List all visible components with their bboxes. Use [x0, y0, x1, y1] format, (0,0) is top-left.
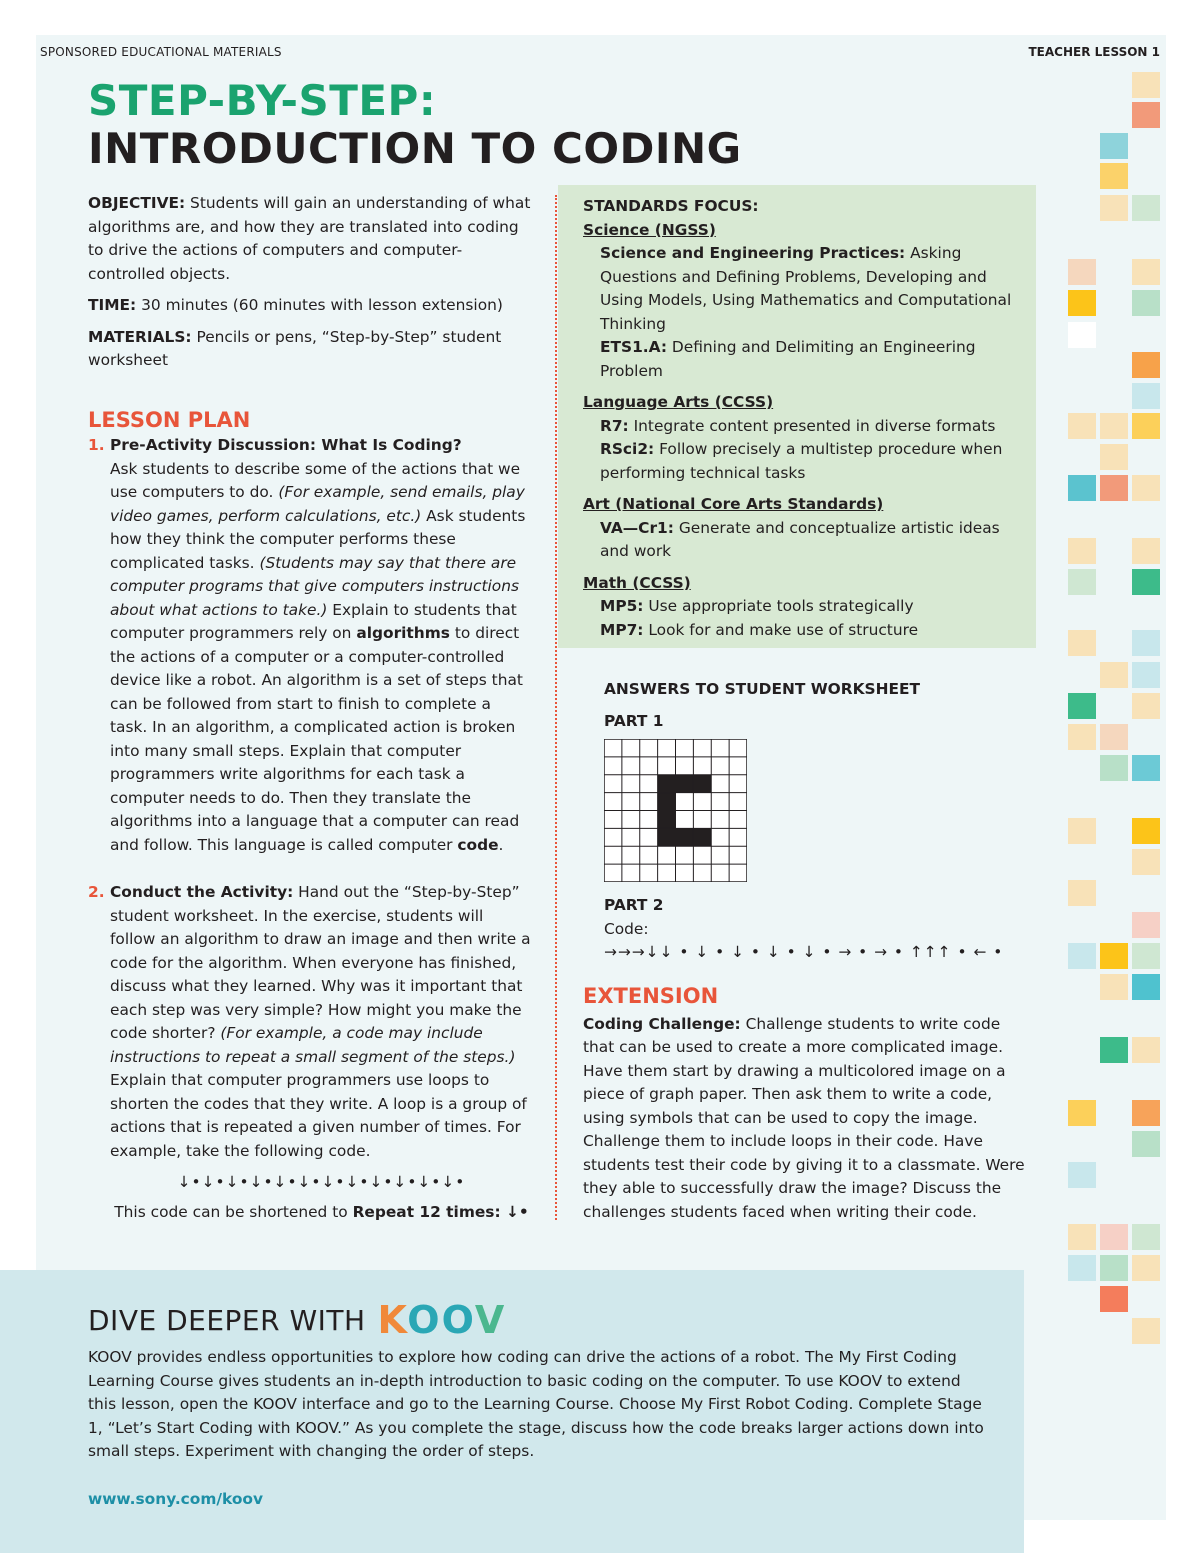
- deco-square: [1068, 943, 1096, 969]
- answers-heading: ANSWERS TO STUDENT WORKSHEET: [604, 680, 921, 698]
- deco-square: [1068, 880, 1096, 906]
- keyword-algorithms: algorithms: [356, 624, 450, 642]
- step-number: 2.: [88, 883, 105, 901]
- deco-square: [1068, 259, 1096, 285]
- koov-logo: [378, 1298, 507, 1342]
- example-code-arrows: ↓•↓•↓•↓•↓•↓•↓•↓•↓•↓•↓•↓•: [177, 1173, 466, 1191]
- text-run: Hand out the “Step-by-Step” student worksheet. In the exercise, students will follow an algorithm to draw an image and then write a code for the algorithm. When everyone has finished, discuss what they learned. Why was it important that each step was very simple? How might you make the code shorter?: [110, 883, 531, 1042]
- logo-letter: V: [474, 1298, 507, 1342]
- deco-square: [1132, 72, 1160, 98]
- deco-square: [1100, 724, 1128, 750]
- deco-square: [1068, 538, 1096, 564]
- sponsor-label: SPONSORED EDUCATIONAL MATERIALS: [40, 45, 282, 59]
- math-label: Math (CCSS): [583, 573, 691, 592]
- deco-square: [1132, 475, 1160, 501]
- lesson-step-1: [88, 434, 533, 857]
- step-number: 1.: [88, 436, 105, 454]
- answer-code: →→→↓↓ • ↓ • ↓ • ↓ • ↓ • → • → • ↑↑↑ • ← •: [604, 943, 1004, 961]
- text-run: This code can be shortened to: [114, 1202, 353, 1221]
- step-title: Conduct the Activity:: [110, 883, 294, 901]
- deco-square: [1100, 163, 1128, 189]
- practice-label: Science and Engineering Practices:: [600, 244, 906, 262]
- deco-square: [1132, 352, 1160, 378]
- title-line-1: STEP-BY-STEP:: [88, 76, 437, 125]
- deco-square: [1132, 1255, 1160, 1281]
- deco-square: [1100, 1224, 1128, 1250]
- rsci2-text: Follow precisely a multistep procedure when performing technical tasks: [600, 440, 1003, 482]
- deco-square: [1068, 630, 1096, 656]
- deco-square: [1132, 974, 1160, 1000]
- objective-text: Students will gain an understanding of what algorithms are, and how they are translated into coding to drive the actions of computers and computer-controlled objects.: [88, 194, 531, 283]
- ets-text: Defining and Delimiting an Engineering Problem: [600, 338, 976, 380]
- mp7-text: Look for and make use of structure: [643, 620, 919, 639]
- title-line-2: INTRODUCTION TO CODING: [88, 124, 742, 173]
- coding-challenge-text: Challenge students to write code that can be used to create a more complicated image. Have them start by drawing a multicolored image on a piece of graph paper. Then ask them to write a code, using symbols that can be used to copy the image. Challenge them to include loops in their code. Have students test their code by giving it to a classmate. Were they able to successfully draw the image? Discuss the challenges students faced when writing their code.: [583, 1014, 1025, 1221]
- objective-label: OBJECTIVE:: [88, 194, 186, 212]
- deco-square: [1132, 1318, 1160, 1344]
- answers-section: [604, 678, 1034, 965]
- text-run: Ask students to describe some of the actions that we use computers to do.: [110, 459, 521, 501]
- va-standard: [600, 517, 1028, 564]
- deco-square: [1068, 693, 1096, 719]
- deco-square: [1068, 724, 1096, 750]
- step-body: [110, 881, 533, 1163]
- step-body: [110, 434, 533, 857]
- deco-square: [1132, 195, 1160, 221]
- deco-square: [1132, 943, 1160, 969]
- va-label: VA—Cr1:: [600, 518, 674, 537]
- deco-square: [1132, 662, 1160, 688]
- deco-square: [1100, 133, 1128, 159]
- keyword-code: code: [457, 835, 499, 854]
- rsci2-standard: [600, 438, 1028, 485]
- text-run: Explain that computer programmers use loops to shorten the codes that they write. A loop is a group of actions that is repeated a given number of times. For example, take the following code.: [110, 1071, 527, 1160]
- deco-square: [1068, 290, 1096, 316]
- science-label: Science (NGSS): [583, 220, 716, 239]
- text-run: Ask students how they think the computer performs these complicated tasks.: [110, 506, 526, 572]
- deco-square: [1132, 912, 1160, 938]
- deco-square: [1132, 259, 1160, 285]
- deco-square: [1132, 569, 1160, 595]
- lesson-step-2: [88, 881, 533, 1163]
- deco-square: [1132, 1224, 1160, 1250]
- deco-square: [1100, 195, 1128, 221]
- text-run-italic: (Students may say that there are computer programs that give computers instructions about what actions to take.): [110, 553, 519, 619]
- deco-square: [1100, 1037, 1128, 1063]
- mp7-label: MP7:: [600, 620, 644, 639]
- mp5-label: MP5:: [600, 597, 644, 615]
- deco-square: [1132, 413, 1160, 439]
- koov-link[interactable]: www.sony.com/koov: [88, 1490, 264, 1508]
- deco-square: [1068, 413, 1096, 439]
- part-2-label: PART 2: [604, 896, 664, 914]
- extension-section: [583, 985, 1028, 1224]
- logo-letter: K: [377, 1298, 408, 1342]
- extension-text: [583, 1013, 1028, 1225]
- deco-square: [1132, 630, 1160, 656]
- deco-square: [1132, 1100, 1160, 1126]
- text-run-italic: (For example, a code may include instructions to repeat a small segment of the steps.): [110, 1024, 516, 1066]
- deco-square: [1068, 475, 1096, 501]
- mp7-standard: [600, 619, 1028, 643]
- practice-text: Asking Questions and Defining Problems, Developing and Using Models, Using Mathematics and Computational Thinking: [600, 244, 1012, 333]
- r7-text: Integrate content presented in diverse formats: [628, 416, 996, 435]
- deco-square: [1068, 569, 1096, 595]
- repeat-instruction: Repeat 12 times: ↓•: [352, 1202, 529, 1221]
- deco-square: [1068, 322, 1096, 348]
- koov-heading-text: DIVE DEEPER WITH: [88, 1303, 366, 1337]
- deco-square: [1068, 818, 1096, 844]
- materials: [88, 326, 533, 373]
- answer-grid: [604, 739, 747, 882]
- deco-square: [1132, 1037, 1160, 1063]
- art-label: Art (National Core Arts Standards): [583, 495, 884, 513]
- koov-section: [0, 1270, 1024, 1553]
- shortened-code: [110, 1201, 533, 1225]
- column-divider: [555, 195, 557, 1220]
- deco-square: [1068, 1100, 1096, 1126]
- time-label: TIME:: [88, 296, 137, 314]
- materials-text: Pencils or pens, “Step-by-Step” student worksheet: [88, 327, 502, 369]
- standards-heading: STANDARDS FOCUS:: [583, 197, 759, 215]
- deco-square: [1100, 413, 1128, 439]
- standards-content: [583, 195, 1028, 642]
- deco-square: [1132, 383, 1160, 409]
- deco-square: [1132, 818, 1160, 844]
- part-1-label: PART 1: [604, 711, 664, 730]
- deco-square: [1068, 1162, 1096, 1188]
- deco-square: [1100, 1286, 1128, 1312]
- deco-square: [1068, 1255, 1096, 1281]
- time: [88, 294, 533, 318]
- lesson-plan-heading: LESSON PLAN: [88, 407, 251, 432]
- deco-square: [1132, 538, 1160, 564]
- science-practices: [600, 242, 1028, 336]
- materials-label: MATERIALS:: [88, 327, 192, 346]
- koov-heading: [88, 1298, 506, 1342]
- text-run: .: [498, 835, 504, 854]
- r7-standard: [600, 415, 1028, 439]
- text-run: to direct the actions of a computer or a computer-controlled device like a robot. An algorithm is a set of steps that can be followed from start to finish to complete a task. In an algorithm, a complicated action is broken into many small steps. Explain that computer programmers write algorithms for each task a computer needs to do. Then they translate the algorithms into a language that a computer can read and follow. This language is called computer: [110, 624, 523, 854]
- text-run-italic: (For example, send emails, play video games, perform calculations, etc.): [110, 483, 525, 525]
- va-text: Generate and conceptualize artistic ideas and work: [600, 518, 1000, 560]
- ets-label: ETS1.A:: [600, 338, 668, 356]
- step-text: [110, 458, 533, 858]
- objective: [88, 192, 533, 286]
- code-label: Code:: [604, 919, 649, 938]
- logo-letter: OO: [407, 1298, 475, 1342]
- rsci2-label: RSci2:: [600, 440, 655, 458]
- r7-label: R7:: [600, 416, 629, 435]
- step-title: Pre-Activity Discussion: What Is Coding?: [110, 436, 462, 454]
- mp5-standard: [600, 595, 1028, 619]
- left-column: [88, 192, 533, 1224]
- time-text: 30 minutes (60 minutes with lesson extension): [136, 296, 503, 314]
- deco-square: [1132, 1131, 1160, 1157]
- deco-square: [1068, 1224, 1096, 1250]
- deco-square: [1132, 693, 1160, 719]
- deco-square: [1132, 849, 1160, 875]
- deco-square: [1100, 662, 1128, 688]
- standards-box: [558, 185, 1036, 648]
- deco-square: [1100, 974, 1128, 1000]
- language-label: Language Arts (CCSS): [583, 393, 774, 411]
- koov-description: KOOV provides endless opportunities to explore how coding can drive the actions of a robot. The My First Coding Learning Course gives students an in-depth introduction to basic coding on the computer. To use KOOV to extend this lesson, open the KOOV interface and go to the Learning Course. Choose My First Robot Coding. Complete Stage 1, “Let’s Start Coding with KOOV.” As you complete the stage, discuss how the code breaks larger actions down into small steps. Experiment with changing the order of steps.: [88, 1348, 984, 1460]
- lesson-label: TEACHER LESSON 1: [1028, 45, 1160, 59]
- coding-challenge-label: Coding Challenge:: [583, 1014, 741, 1033]
- deco-square: [1100, 943, 1128, 969]
- deco-square: [1100, 1255, 1128, 1281]
- deco-square: [1100, 444, 1128, 470]
- deco-square: [1100, 755, 1128, 781]
- extension-heading: EXTENSION: [583, 984, 719, 1008]
- deco-square: [1132, 755, 1160, 781]
- deco-square: [1132, 290, 1160, 316]
- text-run: Explain to students that computer programmers rely on: [110, 600, 517, 642]
- ets-standard: [600, 336, 1028, 383]
- mp5-text: Use appropriate tools strategically: [643, 597, 914, 615]
- deco-square: [1100, 475, 1128, 501]
- deco-square: [1132, 102, 1160, 128]
